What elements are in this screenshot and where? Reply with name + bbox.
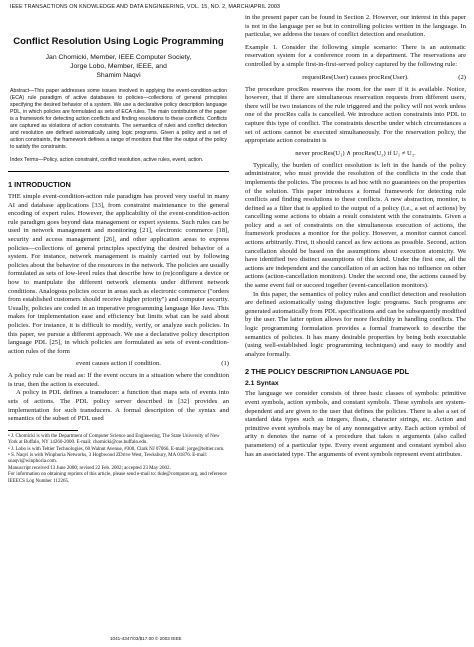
equation-number: (1) xyxy=(221,360,229,368)
paragraph: A policy rule can be read as: If the event occurs in a situation where the condition is true, then the action is executed. xyxy=(8,372,229,388)
author-block xyxy=(8,53,229,80)
equation-body: requestRes(User) causes procRes(User). xyxy=(302,73,409,81)
paragraph: In this paper, the semantics of policy rules and conflict detection and resolution are defined axiomatically using disjunctive logic programs. Such programs are generated automatically from PDL specifications and can be subsequently modified by the user. The latter option allows for more flexibility in handling conflicts. The logic programming formulation provides a formal framework to describe the semantics of policies. It has many desirable properties by being both executable (using well-established logic programming techniques) and easy to modify and analyze formally. xyxy=(245,290,466,358)
equation-body: never procRes(U₁) ∧ procRes(U₂) if U₁ ≠ U₂. xyxy=(295,149,416,157)
equation xyxy=(245,73,466,83)
footnote: • J. Lobo is with Teltier Technologies, 60 Walnut Avenue, #300, Clark NJ 07066. E-mail: jorge@teltier.com. xyxy=(8,446,225,452)
right-column xyxy=(245,14,466,459)
equation xyxy=(245,149,466,159)
section-heading: 2 THE POLICY DESCRIPTION LANGUAGE PDL xyxy=(245,367,410,377)
paragraph: A policy in PDL defines a transducer: a function that maps sets of events into sets of actions. The PDL policy server described in [32] provides an implementation for such transducers. A formal description of the syntax and semantics of the subset of PDL used xyxy=(8,389,229,423)
author-line: Shamim Naqvi xyxy=(96,72,141,79)
paragraph: in the present paper can be found in Section 2. However, our interest in this paper is not in the language per se but in controlling policies written in the language. In particular, we address the issues of conflict detection and resolution. xyxy=(245,14,466,39)
paper-title: Conflict Resolution Using Logic Programming xyxy=(13,36,224,47)
equation-body: event causes action if condition. xyxy=(76,360,161,368)
footnote: • J. Chomicki is with the Department of Computer Science and Engineering, The State University of New York at Buffalo, NY 14260-2000. E-mail: chomicki@cse.buffalo.edu. xyxy=(8,433,220,446)
running-head: IEEE TRANSACTIONS ON KNOWLEDGE AND DATA ENGINEERING, VOL. 15, NO. 2, MARCH/APRIL 2003 xyxy=(10,4,281,10)
author-line: Jorge Lobo, Member, IEEE, and xyxy=(70,63,167,70)
section-heading: 1 INTRODUCTION xyxy=(8,180,71,189)
index-terms: Index Terms—Policy, action constraint, conflict resolution, active rules, event, action. xyxy=(10,157,204,163)
paragraph: THE simple event-condition-action rule paradigm has proved very useful in many AI and database applications [33], from constraint maintenance to the general encoding of expert rules. However, the applicability of the event-condition-action rule paradigm goes beyond data management or expert systems. Such rules can be used in network management and monitoring [21], electronic commerce [18], security and access management [26], and other application areas to express policies—collections of general principles specifying the desired behavior of a system. For instance, network management is mainly carried out by following policies about the behavior of the resources in the network. The policies are usually formulated as sets of low-level rules that describe how to (re)configure a device or how to manipulate the different network elements under different network conditions. Analogous policies occur in areas such as electronic commerce ("orders from established customers should receive higher priority") and computer security. Usually, policies are coded in an imperative programming language like Java. This makes for implementation ease and efficiency but limits what can be said about policies. For instance, it is difficult to modify, verify, or analyze such policies. In this paper, we pursue a different approach. We use a declarative policy description language PDL [25], in which policies are formulated as sets of event-condition-action rules of the form xyxy=(8,193,229,355)
paragraph: The procedure procRes reserves the room for the user if it is available. Notice, however, that if there are simultaneous reservation requests from different users, there will be two instances of the rule triggered and the policy will not work unless one of the procRes calls is cancelled. We introduce action constraints into PDL to capture this type of conflict. The constraints describe under which circumstances a set of actions cannot be executed simultaneously. For the reservation policy, the appropriate action constraint is xyxy=(245,85,466,145)
divider xyxy=(8,171,229,172)
footnote: • S. Naqvi is with Winphoria Networks, 3 Hogbwood ZDrive West, Tewksbury, MA 01876. E-mail: snaqvi@winphoria.com. xyxy=(8,453,208,465)
abstract: Abstract—This paper addresses some issues involved in applying the event-condition-action (ECA) rule paradigm of active databases to policies—collections of general principles specifying the desired behavior of a system. We use a declarative policy description language PDL, in which policies are formulated as sets of ECA rules. The main contribution of the paper is a framework for detecting action conflicts and finding resolutions to these conflicts. Conflicts are captured as violations of action constraints. The semantics of rules and conflict detection and resolution are defined axiomatically using logic programs. Given a policy and a set of action constraints, the framework defines a range of monitors that filter the output of the policy to satisfy the constraints. xyxy=(10,88,227,150)
copyright-line: 1041-4347/03/$17.00 © 2003 IEEE xyxy=(110,636,182,641)
footnote: Manuscript received 13 June 2000; revised 22 Feb. 2002; accepted 23 May 2002. xyxy=(8,465,171,471)
left-column xyxy=(8,22,229,485)
paragraph: Typically, the burden of conflict resolution is left in the hands of the policy administrator, who must provide the resolution of the conflicts in the code that implements the policies. The process is ad hoc with no guarantees on the properties of the solution. This paper introduces a formal framework for detecting rule conflicts and finding resolutions to these conflicts. A new abstraction, monitor, is defined as a filter that is applied to the output of a policy (i.e., a set of actions) by cancelling some actions to obtain a result consistent with the constraints. Given a policy and a set of constraints on the simultaneous execution of actions, the framework produces a monitor for the policy. However, a monitor cannot cancel actions arbitrarily. First, it should cancel as few actions as possible. Second, action cancellation should be based on the assumptions about execution atomicity. We have identified two distinct assumptions of this kind. Under the first one, all the actions are independent and the cancellation of an action has no influence on other actions (action-cancellation monitors). Under the second one, the actions caused by the same event fail or succeed together (event-cancellation monitors). xyxy=(245,161,466,290)
author-line: Jan Chomicki, Member, IEEE Computer Society, xyxy=(45,54,192,61)
example: Example 1. Consider the following simple scenario: There is an automatic reservation system for a conference room in a department. The reservations are controlled by a simple first-in-first-served policy captured by the following rule: xyxy=(245,43,466,68)
subsection-heading: 2.1 Syntax xyxy=(245,380,279,388)
equation xyxy=(8,359,229,369)
footnote-rule xyxy=(8,430,78,431)
footnote: For information on obtaining reprints of this article, please send e-mail to: tkde@computer.org, and reference IEEECS Log Number 112265. xyxy=(8,472,227,484)
equation-number: (2) xyxy=(458,73,466,81)
paragraph: The language we consider consists of three basic classes of symbols: primitive event symbols, action symbols, and constant symbols. These symbols are system-dependent and are given to the user that defines the policies. There is also a set of standard data types such as integers, floats, character strings, etc. Action and primitive event symbols may be of any nonnegative arity. Each action symbol of arity n denotes the name of a procedure that takes n arguments (also called parameters) of a particular type. Every event argument and constant symbol also has an associated type. The arguments of event symbols represent event attributes. xyxy=(245,390,466,458)
